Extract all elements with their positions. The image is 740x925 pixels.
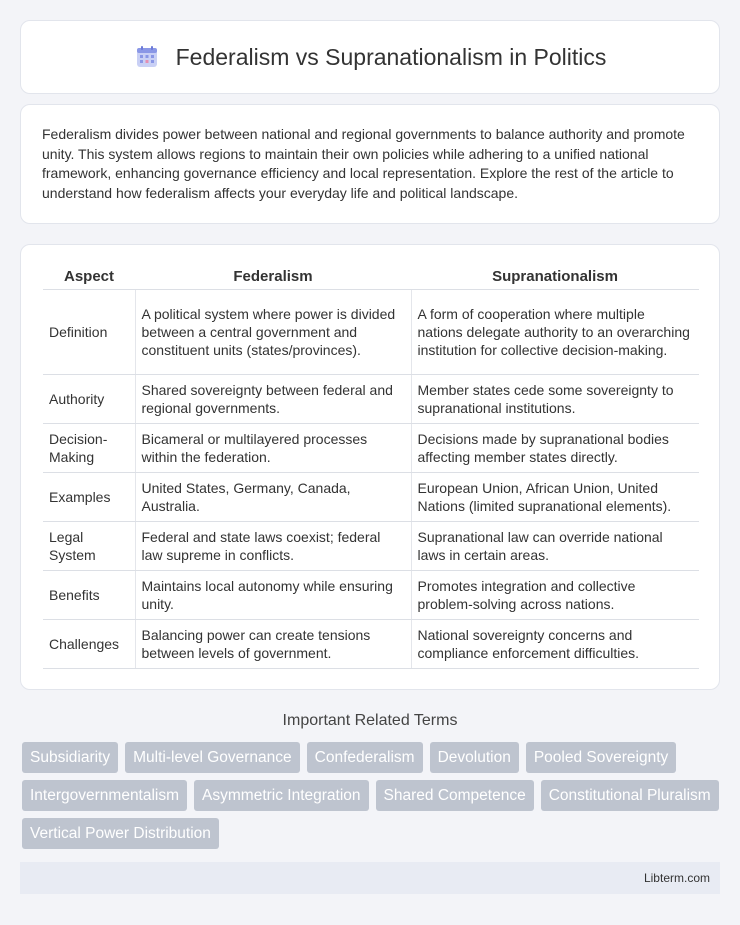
aspect-cell: Examples: [43, 472, 135, 521]
header-supranationalism: Supranationalism: [411, 265, 699, 289]
federalism-cell: A political system where power is divided between a central government and constituent units (states/provinces).: [135, 289, 411, 374]
comparison-table-card: [20, 244, 720, 690]
supranationalism-cell: Decisions made by supranational bodies affecting member states directly.: [411, 423, 699, 472]
intro-card: [20, 104, 720, 224]
federalism-cell: Shared sovereignty between federal and regional governments.: [135, 374, 411, 423]
term-tag[interactable]: Intergovernmentalism: [22, 780, 187, 811]
federalism-cell: Federal and state laws coexist; federal law supreme in conflicts.: [135, 521, 411, 570]
aspect-cell: Legal System: [43, 521, 135, 570]
table-row: [43, 472, 699, 521]
table-row: [43, 619, 699, 668]
page-title: Federalism vs Supranationalism in Politics: [175, 43, 607, 70]
federalism-cell: United States, Germany, Canada, Australia.: [135, 472, 411, 521]
supranationalism-cell: A form of cooperation where multiple nations delegate authority to an overarching institution for collective decision-making.: [411, 289, 699, 374]
term-tag[interactable]: Multi-level Governance: [125, 742, 300, 773]
related-terms-list: [22, 742, 722, 849]
federalism-cell: Maintains local autonomy while ensuring unity.: [135, 570, 411, 619]
footer: [20, 862, 720, 894]
aspect-cell: Definition: [43, 289, 135, 374]
aspect-cell: Benefits: [43, 570, 135, 619]
comparison-table: [43, 265, 699, 669]
footer-site-link[interactable]: Libterm.com: [643, 871, 710, 885]
term-tag[interactable]: Subsidiarity: [22, 742, 118, 773]
table-header-row: [43, 265, 699, 289]
header-federalism: Federalism: [135, 265, 411, 289]
term-tag[interactable]: Devolution: [430, 742, 519, 773]
supranationalism-cell: National sovereignty concerns and compliance enforcement difficulties.: [411, 619, 699, 668]
related-terms-title: Important Related Terms: [282, 712, 458, 729]
header-card: [20, 20, 720, 94]
table-row: [43, 374, 699, 423]
intro-paragraph: Federalism divides power between national and regional governments to balance authority and promote unity. This system allows regions to maintain their own policies while adhering to a unified national framework, enhancing governance efficiency and local representation. Explore the rest of the article to understand how federalism affects your everyday life and political landscape.: [42, 126, 685, 201]
header-aspect: Aspect: [43, 265, 135, 289]
supranationalism-cell: Promotes integration and collective problem-solving across nations.: [411, 570, 699, 619]
aspect-cell: Authority: [43, 374, 135, 423]
table-row: [43, 289, 699, 374]
term-tag[interactable]: Pooled Sovereignty: [526, 742, 676, 773]
table-row: [43, 521, 699, 570]
supranationalism-cell: European Union, African Union, United Nations (limited supranational elements).: [411, 472, 699, 521]
federalism-cell: Balancing power can create tensions between levels of government.: [135, 619, 411, 668]
calendar-grid-icon: [134, 44, 160, 70]
term-tag[interactable]: Constitutional Pluralism: [541, 780, 719, 811]
table-row: [43, 423, 699, 472]
supranationalism-cell: Member states cede some sovereignty to supranational institutions.: [411, 374, 699, 423]
term-tag[interactable]: Vertical Power Distribution: [22, 818, 219, 849]
term-tag[interactable]: Shared Competence: [376, 780, 534, 811]
table-row: [43, 570, 699, 619]
aspect-cell: Decision-Making: [43, 423, 135, 472]
term-tag[interactable]: Asymmetric Integration: [194, 780, 369, 811]
supranationalism-cell: Supranational law can override national laws in certain areas.: [411, 521, 699, 570]
federalism-cell: Bicameral or multilayered processes within the federation.: [135, 423, 411, 472]
aspect-cell: Challenges: [43, 619, 135, 668]
term-tag[interactable]: Confederalism: [307, 742, 423, 773]
